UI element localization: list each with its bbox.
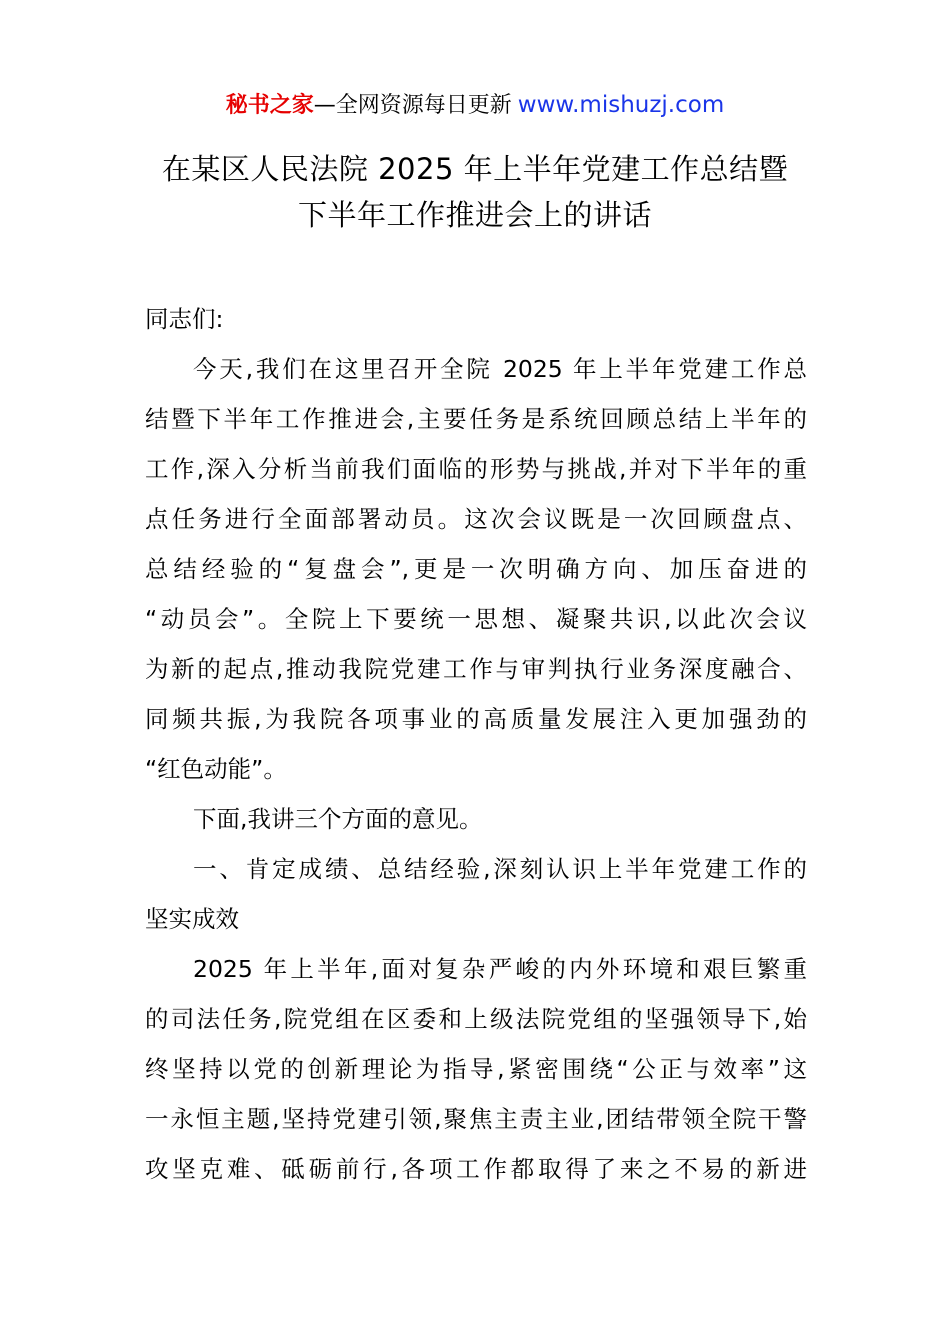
body-line: 为新的起点,推动我院党建工作与审判执行业务深度融合、 (145, 655, 807, 683)
body-line: 今天,我们在这里召开全院 2025 年上半年党建工作总 (193, 355, 807, 383)
body-line: 下面,我讲三个方面的意见。 (193, 805, 483, 833)
section-heading-line: 一、肯定成绩、总结经验,深刻认识上半年党建工作的 (193, 855, 807, 883)
site-header (0, 88, 950, 123)
site-url-link[interactable]: www.mishuzj.com (517, 92, 725, 118)
body-line: “红色动能”。 (145, 755, 287, 783)
body-line: 点任务进行全面部署动员。这次会议既是一次回顾盘点、 (145, 505, 807, 533)
document-title (100, 146, 850, 238)
document-body (145, 294, 807, 1194)
body-line: 结暨下半年工作推进会,主要任务是系统回顾总结上半年的 (145, 405, 807, 433)
header-tagline: 全网资源每日更新 (335, 93, 512, 118)
brand-name: 秘书之家 (225, 93, 314, 118)
body-line: 的司法任务,院党组在区委和上级法院党组的坚强领导下,始 (145, 1005, 807, 1033)
title-line-1: 在某区人民法院 2025 年上半年党建工作总结暨 (161, 152, 789, 186)
body-line: 总结经验的“复盘会”,更是一次明确方向、加压奋进的 (145, 555, 807, 583)
header-separator: — (313, 93, 336, 118)
body-line: 工作,深入分析当前我们面临的形势与挑战,并对下半年的重 (145, 455, 807, 483)
body-line: 同频共振,为我院各项事业的高质量发展注入更加强劲的 (145, 705, 807, 733)
body-line: 终坚持以党的创新理论为指导,紧密围绕“公正与效率”这 (145, 1055, 807, 1083)
title-line-2: 下半年工作推进会上的讲话 (297, 198, 652, 232)
body-line: 2025 年上半年,面对复杂严峻的内外环境和艰巨繁重 (193, 955, 807, 983)
salutation: 同志们: (145, 305, 224, 333)
body-line: “动员会”。全院上下要统一思想、凝聚共识,以此次会议 (145, 605, 807, 633)
body-line: 一永恒主题,坚持党建引领,聚焦主责主业,团结带领全院干警 (145, 1105, 807, 1133)
body-line: 攻坚克难、砥砺前行,各项工作都取得了来之不易的新进 (145, 1155, 807, 1183)
section-heading-line: 坚实成效 (145, 905, 239, 933)
